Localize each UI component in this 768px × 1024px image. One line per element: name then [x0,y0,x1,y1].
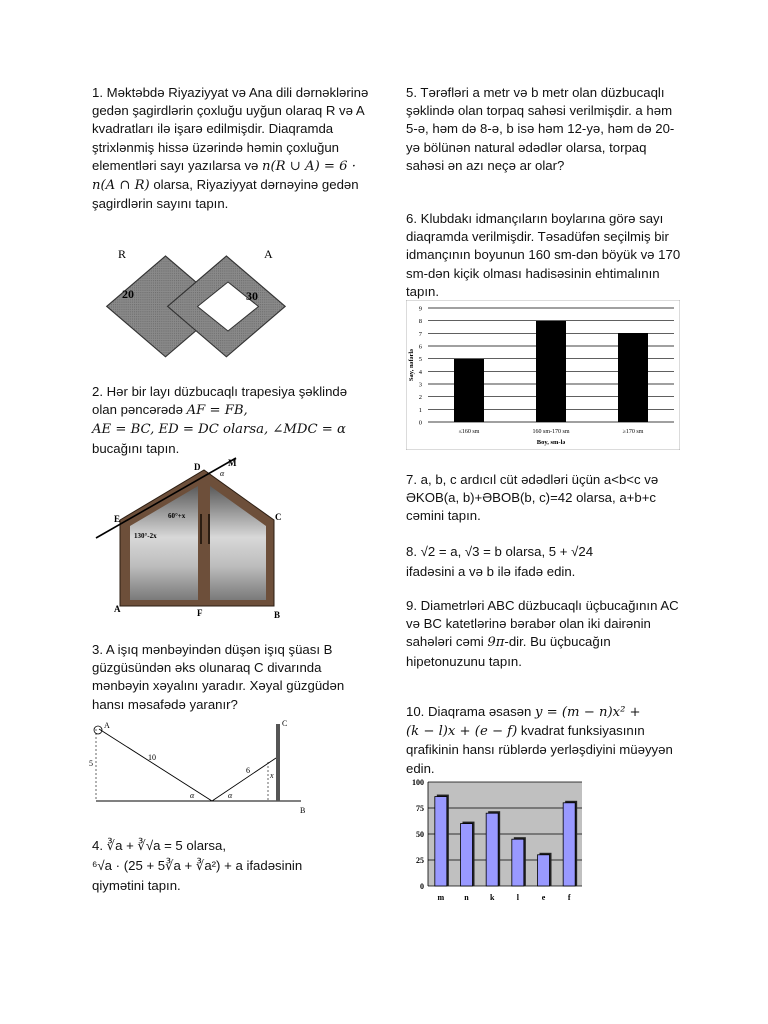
problem-7: 7. a, b, c ardıcıl cüt ədədləri üçün a<b<c və ƏKOB(a, b)+ƏBOB(b, c)=42 olarsa, a+b+c cəmini tapın. [406,472,659,524]
svg-text:C: C [282,719,288,728]
wall-c [276,724,280,801]
svg-text:E: E [114,514,121,524]
svg-text:α: α [220,469,225,478]
svg-text:M: M [228,458,237,468]
chart1-ytick: 7 [418,330,422,338]
svg-text:B: B [300,806,306,815]
venn-squares-figure [92,244,304,368]
value-a: 30 [246,289,258,303]
problem-8: 8. √2 = a, √3 = b olarsa, 5 + √24 ifadəsini a və b ilə ifadə edin. [406,544,594,579]
chart1-ytick: 4 [418,368,422,376]
svg-text:D: D [194,462,201,472]
chart1-ytick: 5 [418,356,422,364]
svg-text:60°+x: 60°+x [168,512,186,520]
chart1-ytick: 9 [418,305,422,313]
chart2-ytick: 75 [416,804,424,813]
chart1-ytick: 6 [418,343,422,351]
chart2-bar [538,855,550,886]
problem-4: 4. ∛a + ∛√a = 5 olarsa, ⁶√a · (25 + 5∛a + ∛a²) + a ifadəsinin qiymətini tapın. [92,838,303,893]
chart1-ylabel: Say, nəfərlə [408,348,415,382]
label-a: A [264,247,273,261]
height-distribution-chart [406,300,680,450]
problem-10: 10. Diaqrama əsasən y = (m − n)x² + (k − l)x + (e − f) kvadrat funksiyasının qrafikinin hansı rüblərdə yerləşdiyini müəyyən edin. [406,704,673,776]
chart1-xtick: 160 sm-170 sm [532,429,570,435]
chart2-xtick: l [516,893,519,902]
chart1-xtick: ≤160 sm [458,429,480,435]
chart2-ytick: 25 [416,856,424,865]
coefficient-values-chart [394,774,590,904]
svg-text:α: α [190,791,195,800]
svg-text:5: 5 [89,759,93,768]
chart1-bar [536,321,566,422]
chart2-bar [512,839,524,886]
chart2-ytick: 0 [420,882,424,891]
chart2-xtick: e [541,893,546,902]
chart2-bar [435,797,447,886]
left-column [92,84,374,213]
chart1-ytick: 0 [418,419,422,427]
svg-text:6: 6 [246,766,250,775]
chart2-xtick: m [437,893,445,902]
problem-1: 1. Məktəbdə Riyaziyyat və Ana dili dərnəklərinə gedən şagirdlərin çoxluğu uyğun olaraq R və A kvadratları ilə işarə edilmişdir. Diaqramda ştrixlənmiş hissə üzərində həmin çoxluğun elementləri sayı yazılarsa və n(R ∪ A) = 6 · n(A ∩ R) olarsa, Riyaziyyat dərnəyinə gedən şagirdlərin sayını tapın. [92,85,369,212]
mirror-reflection-figure [86,718,318,818]
problem-2: 2. Hər bir layı düzbucaqlı trapesiya şəklində olan pəncərədə AF = FB, AE = BC, ED = DC olarsa, ∠MDC = α bucağını tapın. [92,384,348,456]
chart1-ytick: 3 [418,381,422,389]
chart1-bar [454,359,484,422]
chart1-xtick: ≥170 sm [622,429,644,435]
chart2-bar [461,824,473,886]
label-r: R [118,247,127,261]
problem-3: 3. A işıq mənbəyindən düşən işıq şüası B güzgüsündən əks olunaraq C divarında mənbəyin xəyalını yaradır. Xəyal güzgüdən hansı məsafədə yaranır? [92,642,345,712]
svg-text:130°-2x: 130°-2x [134,532,157,540]
problem-6: 6. Klubdakı idmançıların boylarına görə sayı diaqramda verilmişdir. Təsadüfən seçilmiş bir idmançının boyunun 160 sm-dən böyük və 170 sm-dən kiçik olması hadisəsinin ehtimalının tapın. [406,211,681,299]
chart2-bar [486,813,498,886]
chart2-ytick: 100 [412,778,424,787]
svg-text:A: A [114,604,121,614]
problem-1-formula: n(R ∪ A) = 6 · n(A ∩ R) [92,158,356,194]
chart1-ytick: 8 [418,318,422,326]
chart1-bar [618,333,648,422]
svg-text:F: F [197,608,203,618]
problem-5: 5. Tərəfləri a metr və b metr olan düzbucaqlı şəklində olan torpaq sahəsi verilmişdir. a həm 5-ə, həm də 8-ə, b isə həm 12-yə, həm də 20-yə bölünən natural ədədlər olarsa, torpaq sahəsi ən azı neçə ar olar? [406,85,675,173]
svg-text:C: C [275,512,282,522]
right-column [406,84,684,175]
chart2-xtick: n [464,893,469,902]
svg-text:10: 10 [148,753,156,762]
svg-text:A: A [104,721,110,730]
chart2-xtick: f [567,893,571,902]
window-figure [92,454,302,620]
chart2-xtick: k [489,893,495,902]
chart1-ytick: 2 [418,394,422,402]
svg-text:α: α [228,791,233,800]
chart1-ytick: 1 [418,406,422,414]
value-r: 20 [122,287,134,301]
chart2-bar [563,803,575,886]
svg-text:x: x [270,771,274,780]
svg-text:B: B [274,610,281,620]
problem-9: 9. Diametrləri ABC düzbucaqlı üçbucağının AC və BC katetlərinə bərabər olan iki dairənin sahələri cəmi 9π-dir. Bu üçbucağın hipetonuzunu tapın. [406,598,679,669]
chart1-xlabel: Boy, sm-lə [536,439,566,446]
chart2-ytick: 50 [416,830,424,839]
